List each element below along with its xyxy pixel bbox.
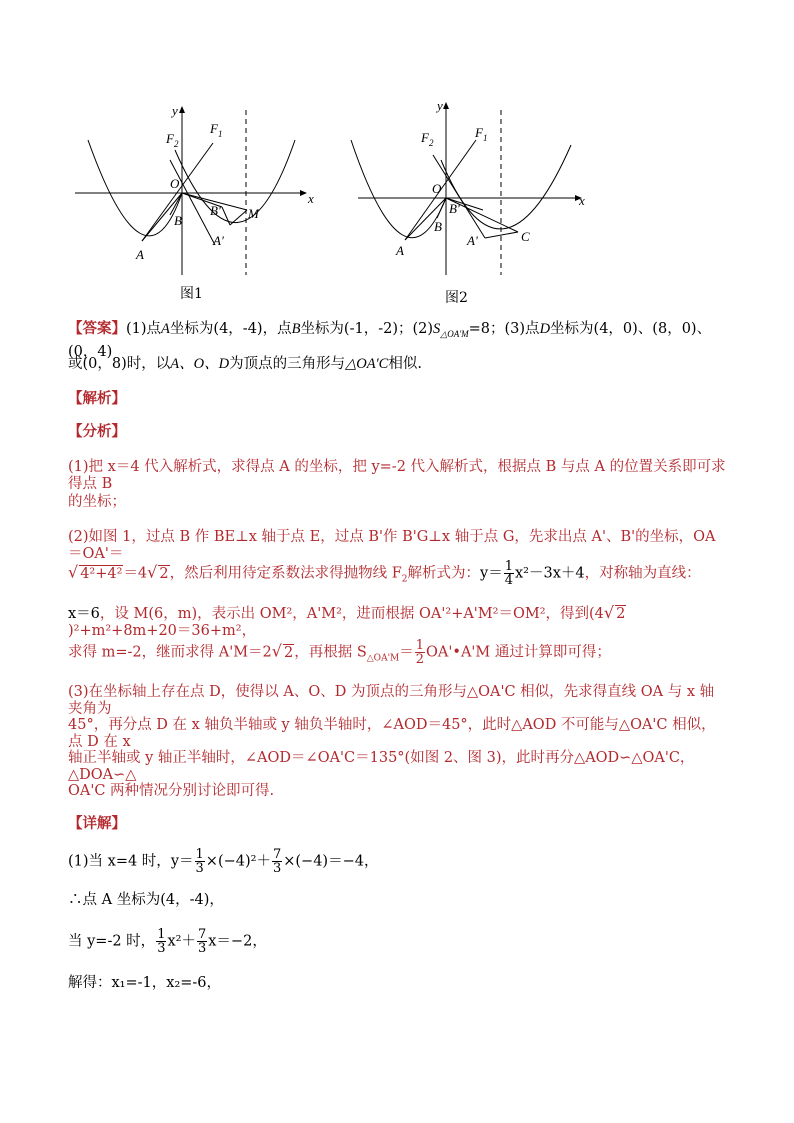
analysis-line-5: 求得 m=-2，继而求得 A'M＝2√ 2，再根据 $S_{\triangle OA'M}=$ $\frac{1}{2}$ OA'•A'M 通过计算即可得；: [68, 638, 611, 667]
var-s: S: [433, 321, 441, 337]
analysis-line-7: 45°，再分点 D 在 x 轴负半轴或 y 轴负半轴时，∠AOD＝45°，此时△AOD 不可能与△OA'C 相似，点 D 在 x: [68, 717, 716, 750]
figure-1-graph: [70, 95, 325, 280]
label-o: O: [170, 176, 180, 191]
label-b: B: [174, 213, 182, 228]
label-b-prime: B': [210, 203, 221, 218]
detail-line-1: [68, 848, 728, 875]
label-f1: $F_1$: [210, 121, 223, 139]
var-s-sub: △OA'M: [440, 328, 469, 339]
answer-text: 坐标为(4，-4)，点: [169, 321, 292, 337]
var-list: A、O、D: [170, 356, 230, 372]
detail-line-4: 解得：x₁=-1，x₂=-6，: [68, 975, 222, 991]
var-d: D: [539, 321, 551, 337]
triangle: △OA'C: [345, 356, 389, 372]
analysis-line-1: (1)把 x＝4 代入解析式，求得点 A 的坐标，把 y=-2 代入解析式，根据点 B 与点 A 的位置关系即可求得点 B: [68, 459, 726, 492]
answer-text: 为顶点的三角形与: [229, 356, 346, 372]
text: 求得 m=-2，继而求得 A'M＝2: [68, 644, 272, 661]
formula-part: x²＋: [167, 933, 196, 950]
analysis-line-8: 轴正半轴或 y 轴正半轴时，∠AOD＝∠OA'C＝135°(如图 2、图 3)，此时再分△AOD∽△OA'C，△DOA∽△: [68, 750, 695, 783]
figure-2-caption: 图2: [445, 290, 468, 306]
formula-y: y＝: [480, 565, 503, 582]
label-a-prime: A': [467, 233, 478, 248]
text: OA'•A'M 通过计算即可得；: [426, 644, 611, 661]
answer-text: =8；(3)点: [468, 321, 540, 337]
frac-den: 3: [195, 861, 204, 876]
text: )²+m²+8m+20＝36+m²，: [68, 623, 257, 639]
figure-2: [343, 95, 593, 280]
segment-ob: [437, 198, 446, 218]
formula-part: ×(−4)²＋: [205, 853, 271, 870]
frac-num: 7: [197, 927, 207, 942]
text: 当 y=-2 时，: [68, 933, 156, 950]
parabola-f2: [175, 140, 295, 223]
answer-text: (1)点: [126, 321, 162, 337]
answer-text: 坐标为(-1，-2)；(2): [300, 321, 434, 337]
answer-text: 坐标为(4，0)、(8，0)、(0，4): [68, 321, 712, 360]
sqrt-two: 2: [616, 606, 626, 622]
frac-den: 3: [272, 861, 282, 876]
label-f1: $F_1$: [475, 125, 488, 143]
answer-line-2: [68, 356, 728, 373]
figure-1-caption: 图1: [180, 286, 203, 302]
analysis-line-9: OA'C 两种情况分别讨论即可得.: [68, 783, 275, 799]
label-a: A: [396, 243, 404, 258]
label-x: x: [308, 191, 314, 206]
text: ，设 M(6，m)，表示出 OM²，A'M²，进而根据 OA'²+A'M²＝OM²，得到(4: [99, 606, 604, 622]
analysis-line-2: (2)如图 1，过点 B 作 BE⊥x 轴于点 E，过点 B'作 B'G⊥x 轴于点 G，先求出点 A'、B'的坐标，OA＝OA'＝: [68, 529, 716, 562]
answer-line-1: [68, 320, 728, 361]
label-f2: $F_2$: [421, 130, 434, 148]
text: ，然后利用待定系数法求得抛物线 F: [169, 565, 402, 582]
parabola-f2: [441, 145, 571, 229]
jiexi-header: 【解析】: [68, 390, 126, 407]
formula-expr: x²－3x＋4: [515, 565, 585, 582]
formula-part: x＝−2: [208, 933, 253, 950]
text: ＝4: [123, 565, 148, 582]
detail-line-3: [68, 928, 728, 955]
frac-num: 1: [415, 638, 425, 653]
answer-text: 或(0，8)时，以: [68, 356, 171, 372]
analysis-line-4: x＝6，设 M(6，m)，表示出 OM²，A'M²，进而根据 OA'²+A'M²＝OM²，得到(4√ 2)²+m²+8m+20＝36+m²，: [68, 603, 626, 639]
frac-den: 4: [504, 573, 513, 588]
label-f2: $F_2$: [166, 131, 179, 149]
detail-line-2: ∴点 A 坐标为(4，-4)，: [68, 892, 224, 908]
parabola-f1: [88, 140, 182, 236]
formula-part: ×(−4)＝−4: [283, 853, 364, 870]
text: 解析式为：: [407, 565, 481, 582]
var-a: A: [161, 321, 170, 337]
analysis-line-6: (3)在坐标轴上存在点 D，使得以 A、O、D 为顶点的三角形与△OA'C 相似，先求得直线 OA 与 x 轴夹角为: [68, 684, 715, 717]
var-b: B: [291, 321, 301, 337]
fenxi-header: 【分析】: [68, 423, 126, 440]
subscript: △OA'M: [366, 653, 400, 664]
label-y: y: [437, 98, 443, 113]
segment-b-m: [222, 207, 230, 225]
figure-2-graph: [343, 95, 593, 280]
frac-den: 3: [157, 941, 166, 956]
text: ，: [252, 933, 267, 950]
text: ，对称轴为直线：: [584, 565, 701, 582]
sqrt-expression: 4²+4²: [80, 565, 123, 582]
formula-y: y＝: [170, 853, 194, 870]
frac-num: 1: [157, 927, 166, 942]
label-y: y: [172, 103, 178, 118]
answer-text: 相似.: [388, 356, 422, 372]
label-o: O: [432, 181, 442, 196]
analysis-line-3: √ 4²+4²＝4√ 2，然后利用待定系数法求得抛物线 $F_2$解析式为：y＝ $\frac{1}{4}$ x²－3x＋4，对称轴为直线：: [68, 559, 701, 588]
frac-num: 1: [504, 559, 513, 574]
answer-tag: 【答案】: [68, 320, 126, 337]
text: ，再根据 S: [294, 644, 367, 661]
formula-x: x＝6: [68, 606, 100, 622]
frac-num: 1: [195, 847, 204, 862]
label-a: A: [136, 247, 144, 262]
subscript: 2: [401, 574, 408, 585]
label-b-prime: B': [449, 201, 460, 216]
label-b: B: [434, 219, 442, 234]
frac-den: 2: [415, 652, 425, 667]
figure-1: [70, 95, 325, 280]
sqrt-two: 2: [159, 565, 169, 582]
text: ，: [363, 853, 379, 870]
analysis-line-1b: 的坐标；: [68, 494, 126, 510]
frac-num: 7: [272, 847, 282, 862]
frac-den: 3: [197, 941, 207, 956]
sqrt-two: 2: [283, 644, 294, 661]
label-a-prime: A': [213, 233, 224, 248]
text: ＝: [399, 644, 414, 661]
text: (1)当 x=4 时，: [68, 853, 171, 870]
segment-ob: [170, 193, 182, 215]
label-c: C: [521, 229, 530, 244]
label-m: M: [248, 206, 259, 221]
label-x: x: [579, 193, 585, 208]
xiangjie-header: 【详解】: [68, 815, 126, 832]
